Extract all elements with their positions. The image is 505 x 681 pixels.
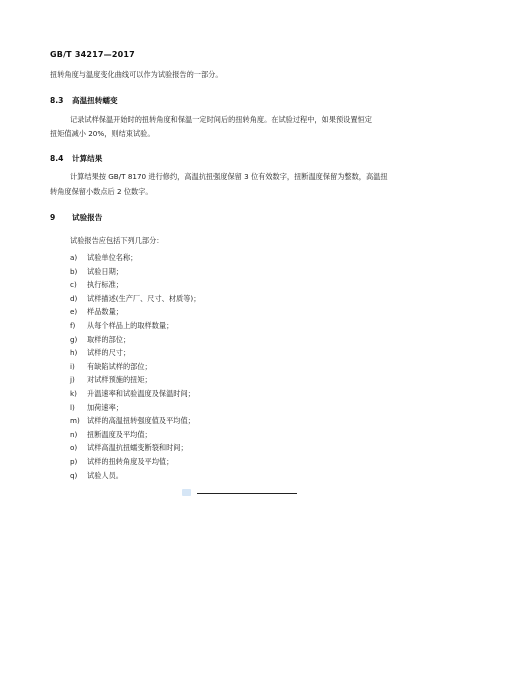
section-title: 高温扭转蠕变 bbox=[72, 96, 118, 105]
list-item: d) 试样描述(生产厂、尺寸、材质等)； bbox=[70, 293, 201, 303]
section-8-3-line2: 扭矩值减小 20%，则结束试验。 bbox=[50, 129, 155, 138]
section-8-4-line1: 计算结果按 GB/T 8170 进行修约，高温抗扭强度保留 3 位有效数字，扭断温度保留为整数，高温扭 bbox=[70, 172, 388, 181]
list-item: h) 试样的尺寸； bbox=[70, 348, 131, 358]
section-title: 试验报告 bbox=[72, 213, 103, 222]
list-item: i) 有缺陷试样的部位； bbox=[70, 361, 152, 371]
report-intro: 试验报告应包括下列几部分： bbox=[70, 236, 164, 245]
report-items-list bbox=[70, 251, 200, 482]
list-item: j) 对试样预施的扭矩； bbox=[70, 375, 152, 385]
list-item: b) 试验日期； bbox=[70, 266, 123, 276]
list-item: f) 从每个样品上的取样数量； bbox=[70, 320, 174, 330]
section-8-3-line1: 记录试样保温开始时的扭转角度和保温一定时间后的扭转角度。在试验过程中，如果预设置恒定 bbox=[70, 115, 372, 124]
list-item: e) 样品数量； bbox=[70, 307, 123, 317]
section-number: 8.3 bbox=[50, 96, 64, 105]
list-item: c) 执行标准； bbox=[70, 280, 123, 290]
list-item: n) 扭断温度及平均值； bbox=[70, 429, 152, 439]
list-item: p) 试样的扭转角度及平均值； bbox=[70, 456, 174, 466]
section-number: 9 bbox=[50, 213, 56, 222]
standard-code: GB/T 34217—2017 bbox=[50, 50, 135, 59]
section-9-heading bbox=[50, 212, 102, 223]
list-item: a) 试验单位名称； bbox=[70, 253, 138, 262]
list-item: g) 取样的部位； bbox=[70, 334, 131, 344]
watermark-mark bbox=[182, 489, 191, 496]
section-number: 8.4 bbox=[50, 154, 64, 163]
section-title: 计算结果 bbox=[72, 154, 103, 163]
list-item: q) 试验人员。 bbox=[70, 470, 123, 480]
list-item: l) 加荷速率； bbox=[70, 402, 123, 412]
section-8-4-line2: 转角度保留小数点后 2 位数字。 bbox=[50, 187, 153, 196]
list-item: m) 试样的高温扭转强度值及平均值； bbox=[70, 416, 195, 426]
end-rule bbox=[197, 493, 297, 494]
paragraph-curve-note: 扭转角度与温度变化曲线可以作为试验报告的一部分。 bbox=[50, 70, 223, 79]
section-8-3-heading bbox=[50, 95, 118, 106]
list-item: o) 试样高温抗扭蠕变断裂和时间； bbox=[70, 443, 188, 453]
section-8-4-heading bbox=[50, 153, 102, 164]
list-item: k) 升温速率和试验温度及保温时间； bbox=[70, 388, 195, 398]
